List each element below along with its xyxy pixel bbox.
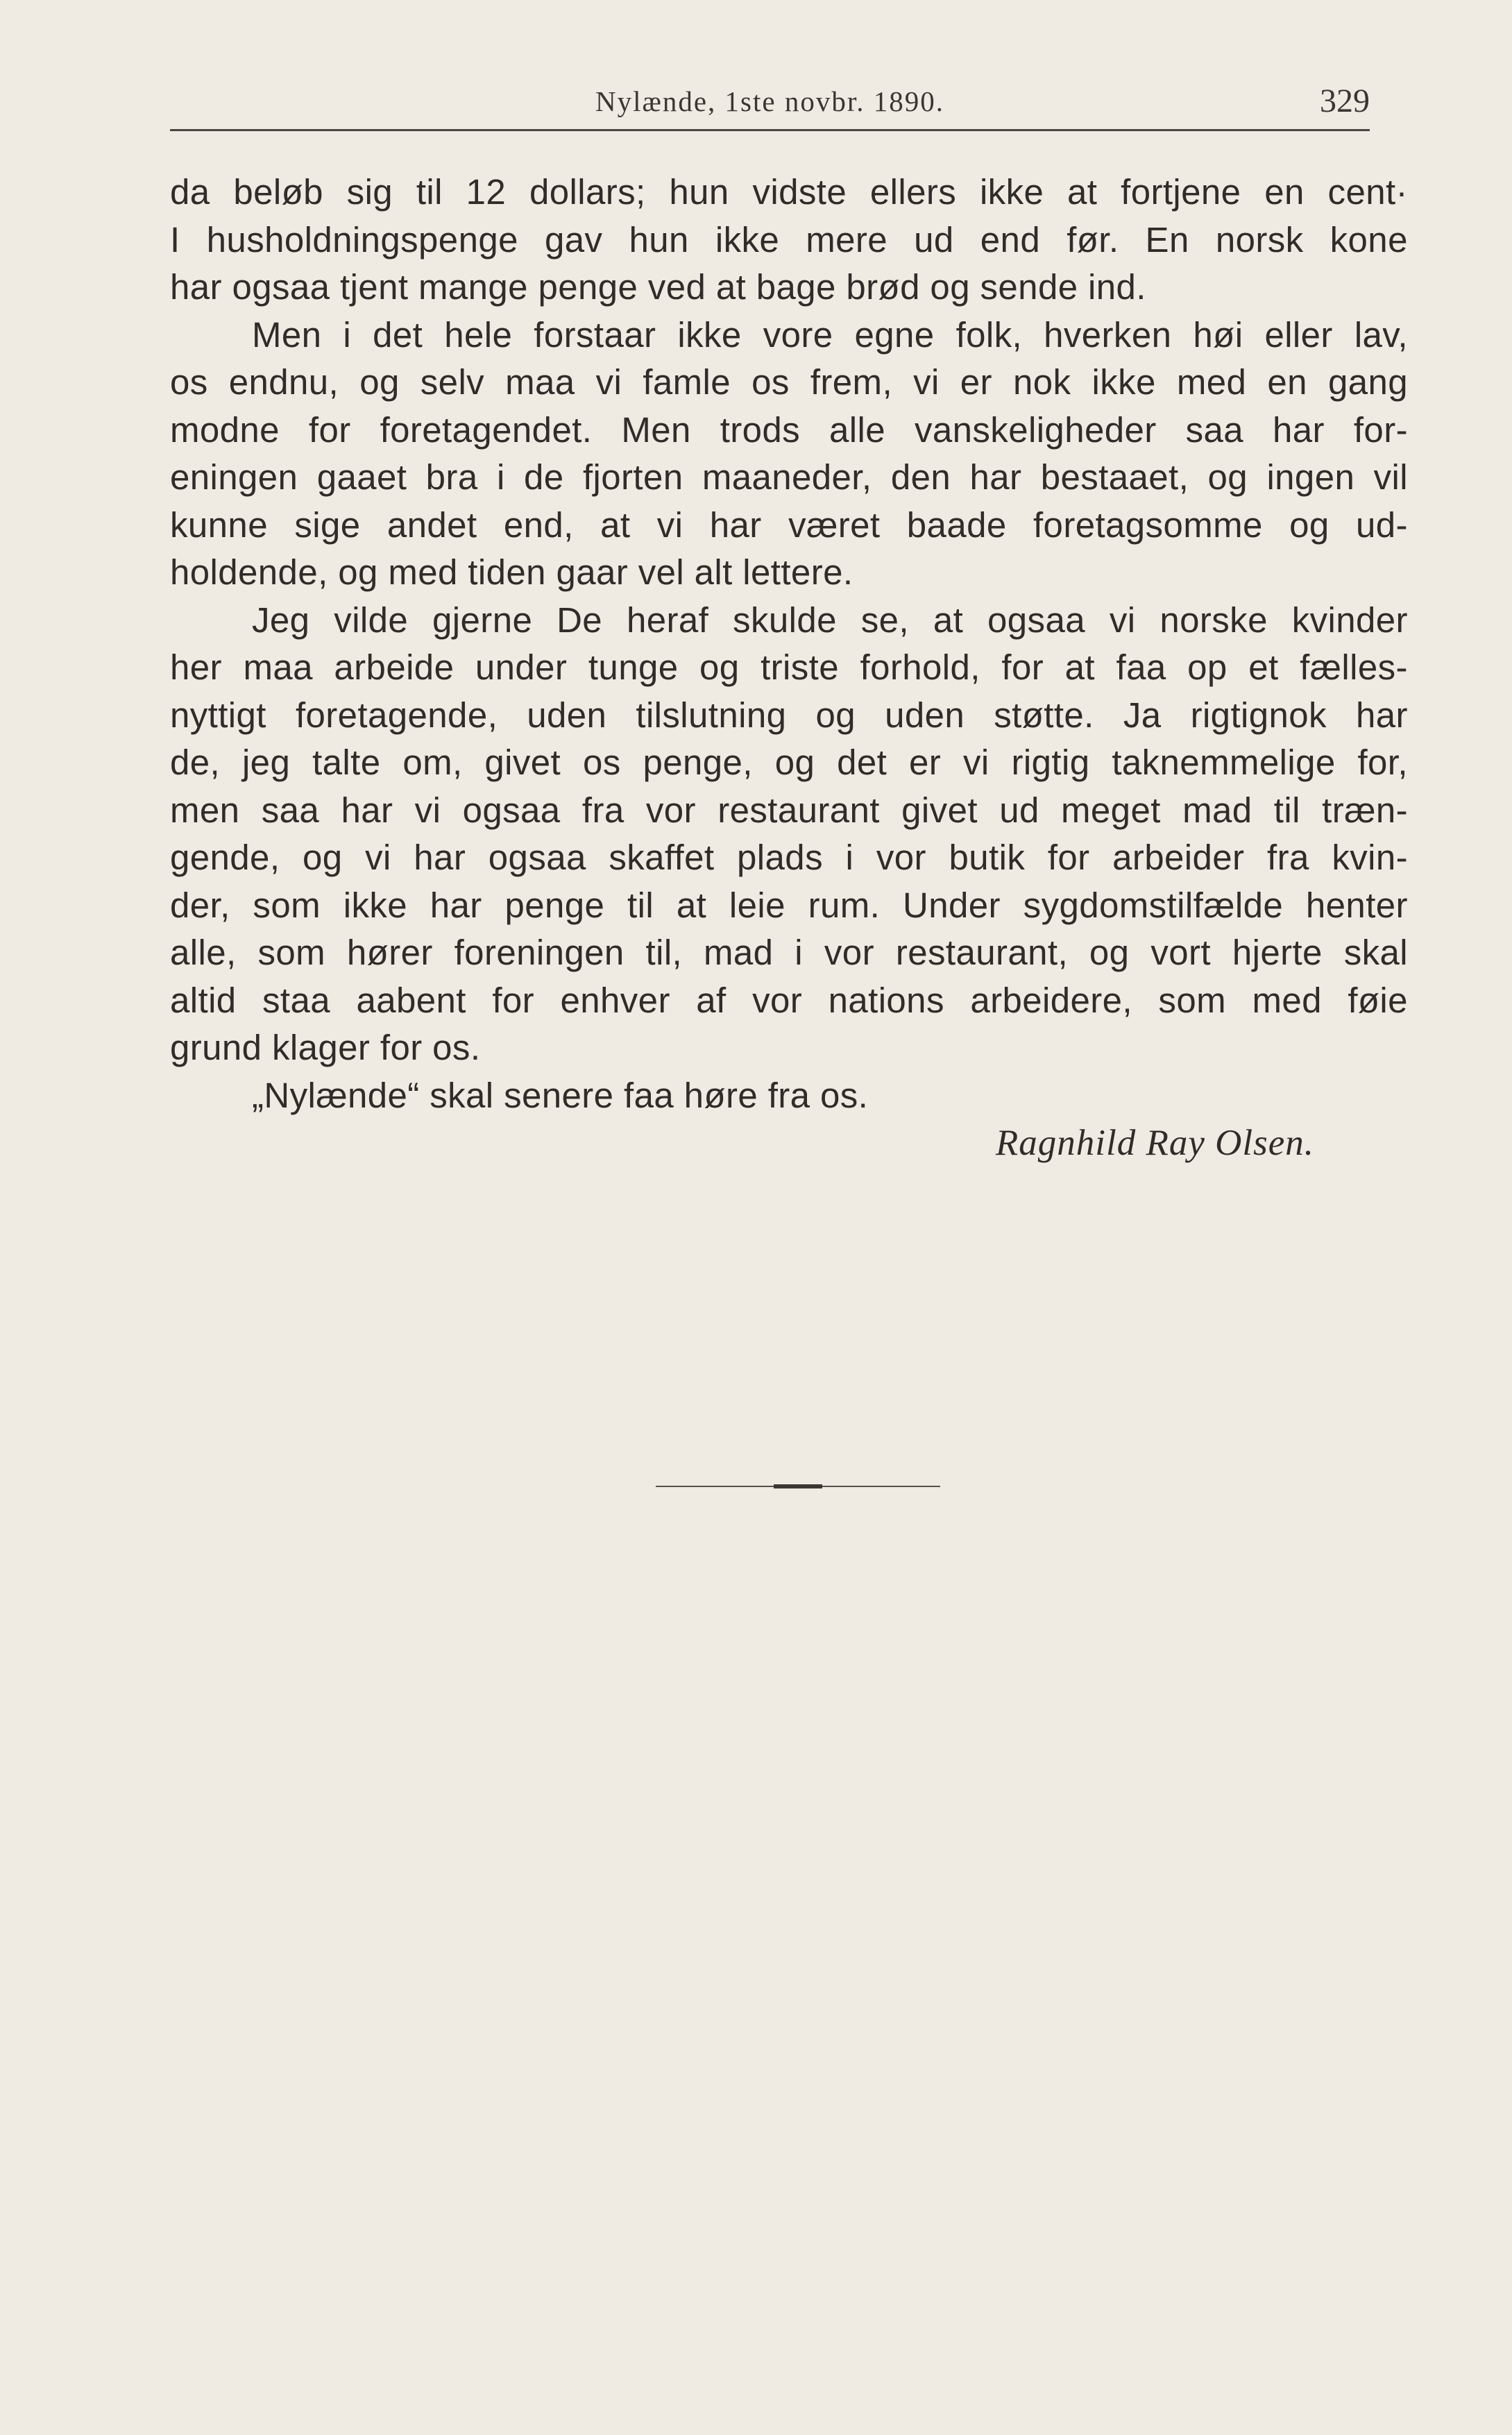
word: i [496, 457, 505, 497]
word: taknemmelige [1112, 743, 1336, 782]
word: for [1001, 647, 1044, 687]
word: tunge [588, 647, 679, 687]
word: alle [829, 409, 886, 450]
word: en [1264, 172, 1305, 212]
word: vort [1150, 933, 1211, 972]
word: trods [720, 409, 801, 450]
word: uden [885, 695, 965, 735]
word: hjerte [1232, 933, 1323, 972]
word: det [373, 314, 423, 355]
word: med [1176, 362, 1247, 402]
word: og [1289, 504, 1330, 545]
word: triste [761, 647, 839, 687]
word: arbeidere, [970, 980, 1132, 1020]
word: sige [294, 504, 361, 545]
word: beløb [233, 172, 323, 212]
article-body [170, 169, 1408, 1167]
word: ikke [1091, 362, 1156, 402]
word: føie [1348, 980, 1408, 1020]
word: ellers [869, 172, 957, 212]
text-line [170, 692, 1408, 740]
word: end [980, 219, 1041, 260]
word: endnu, [228, 362, 339, 402]
word: norsk [1215, 219, 1304, 260]
text-line [170, 739, 1408, 787]
word: saa [1185, 409, 1244, 450]
word: uden [527, 695, 607, 735]
word: saa [261, 790, 320, 830]
word: vi [365, 838, 391, 877]
word: de, [170, 743, 221, 782]
word: kvin- [1332, 838, 1408, 877]
word: op [1187, 647, 1228, 687]
text-line: holdende, og med tiden gaar vel alt lettere. [170, 552, 853, 592]
word: os [170, 362, 208, 402]
word: det [837, 743, 887, 782]
word: har [1272, 409, 1325, 450]
word: at [933, 600, 964, 640]
text-line [170, 312, 1408, 359]
word: De [557, 600, 603, 640]
word: butik [949, 838, 1026, 877]
word: vor [876, 838, 926, 877]
word: vi [414, 790, 441, 830]
word: har [709, 504, 762, 545]
section-divider-ornament [656, 1484, 940, 1489]
word: givet [484, 743, 561, 782]
word: til [627, 885, 654, 925]
word: sig [346, 172, 393, 212]
word: Ja [1123, 695, 1162, 735]
word: vor [824, 933, 874, 972]
word: er [909, 743, 942, 782]
word: ikke [343, 885, 408, 925]
word: vidste [752, 172, 847, 212]
word: bestaaet, [1040, 457, 1189, 497]
word: de [524, 457, 564, 497]
text-line: „Nylænde“ skal senere faa høre fra os. [252, 1075, 869, 1115]
word: om, [402, 743, 463, 782]
header-rule [170, 129, 1370, 131]
word: til [416, 172, 443, 212]
word: at [600, 504, 631, 545]
word: cent· [1327, 172, 1408, 212]
word: hører [346, 933, 433, 972]
word: for- [1353, 409, 1408, 450]
word: restaurant, [895, 933, 1069, 972]
word: enhver [560, 980, 670, 1020]
word: mad [704, 933, 774, 972]
word: husholdningspenge [206, 219, 518, 260]
word: ud [914, 219, 954, 260]
word: ingen [1266, 457, 1355, 497]
word: har [430, 885, 482, 925]
word: ikke [677, 314, 742, 355]
word: for [308, 409, 351, 450]
word: plads [737, 838, 823, 877]
page-header [170, 78, 1370, 133]
word: foretagende, [295, 695, 498, 735]
word: har [414, 838, 466, 877]
word: gende, [170, 838, 280, 877]
word: maa [243, 647, 313, 687]
word: med [1252, 980, 1322, 1020]
word: skaffet [609, 838, 715, 877]
word: talte [312, 743, 381, 782]
word: andet [387, 504, 477, 545]
word: at [676, 885, 707, 925]
word: hun [629, 219, 689, 260]
word: altid [170, 980, 237, 1020]
word: fælles- [1300, 647, 1408, 687]
word: som [1158, 980, 1226, 1020]
word: som [253, 885, 321, 925]
word: bra [425, 457, 478, 497]
word: forhold, [860, 647, 980, 687]
word: frem, [810, 362, 893, 402]
word: rum. [808, 885, 881, 925]
word: nations [828, 980, 944, 1020]
word: gav [544, 219, 603, 260]
word: træn- [1322, 790, 1408, 830]
word: fortjene [1121, 172, 1241, 212]
word: til [1273, 790, 1300, 830]
word: Under [903, 885, 1001, 925]
word: leie [729, 885, 785, 925]
word: folk, [955, 314, 1023, 355]
word: et [1248, 647, 1279, 687]
word: her [170, 647, 222, 687]
word: en [1267, 362, 1307, 402]
word: gjerne [432, 600, 533, 640]
word: lav, [1354, 314, 1408, 355]
word: ud- [1356, 504, 1408, 545]
page-number: 329 [1320, 83, 1370, 119]
word: støtte. [994, 695, 1094, 735]
word: famle [643, 362, 731, 402]
word: er [960, 362, 992, 402]
text-line: har ogsaa tjent mange penge ved at bage brød og sende ind. [170, 267, 1146, 307]
word: har [341, 790, 393, 830]
word: forstaar [534, 314, 656, 355]
word: ogsaa [488, 838, 586, 877]
word: penge [504, 885, 605, 925]
running-title: Nylænde, 1ste novbr. 1890. [595, 85, 944, 117]
word: som [257, 933, 325, 972]
word: kone [1330, 219, 1408, 260]
word: norske [1160, 600, 1268, 640]
word: ogsaa [987, 600, 1085, 640]
word: vi [1109, 600, 1136, 640]
word: eningen [170, 457, 298, 497]
word: restaurant [717, 790, 880, 830]
word: at [1067, 172, 1098, 212]
word: i [795, 933, 804, 972]
word: da [170, 172, 210, 212]
word: hun [669, 172, 729, 212]
word: fjorten [582, 457, 683, 497]
text-line [170, 787, 1408, 835]
word: i [343, 314, 352, 355]
text-line [170, 882, 1408, 930]
word: ikke [715, 219, 780, 260]
word: af [696, 980, 727, 1020]
word: vor [645, 790, 696, 830]
word: mere [806, 219, 888, 260]
word: skal [1343, 933, 1408, 972]
word: foretagendet. [380, 409, 593, 450]
word: for [1047, 838, 1090, 877]
word: baade [906, 504, 1007, 545]
word: skulde [733, 600, 837, 640]
text-line [170, 169, 1408, 217]
word: heraf [626, 600, 709, 640]
word: I [170, 219, 180, 260]
word: os [751, 362, 790, 402]
word: Jeg [252, 600, 310, 640]
word: meget [1061, 790, 1161, 830]
word: foretagsomme [1033, 504, 1263, 545]
word: til, [645, 933, 683, 972]
word: foreningen [454, 933, 625, 972]
word: for [492, 980, 535, 1020]
word: alle, [170, 933, 237, 972]
word: har [1356, 695, 1408, 735]
text-line [170, 834, 1408, 882]
word: har [969, 457, 1022, 497]
word: vore [763, 314, 833, 355]
word: vanskeligheder [914, 409, 1157, 450]
text-line [170, 217, 1408, 264]
word: Men [621, 409, 691, 450]
word: arbeide [334, 647, 455, 687]
word: jeg [241, 743, 291, 782]
text-line [170, 644, 1408, 692]
word: henter [1305, 885, 1408, 925]
text-line: grund klager for os. [170, 1028, 481, 1067]
word: modne [170, 409, 280, 450]
word: vi [595, 362, 622, 402]
text-line [170, 359, 1408, 407]
word: maa [505, 362, 575, 402]
text-line [170, 929, 1408, 977]
word: faa [1116, 647, 1166, 687]
word: gang [1327, 362, 1408, 402]
text-line [170, 597, 1408, 645]
word: eller [1264, 314, 1333, 355]
word: ikke [979, 172, 1044, 212]
word: høi [1193, 314, 1243, 355]
word: egne [854, 314, 935, 355]
word: vi [963, 743, 989, 782]
text-line [170, 502, 1408, 550]
word: vi [656, 504, 683, 545]
word: i [845, 838, 854, 877]
word: vi [913, 362, 940, 402]
word: gaaet [316, 457, 407, 497]
word: staa [262, 980, 331, 1020]
word: og [1207, 457, 1248, 497]
word: før. [1067, 219, 1119, 260]
author-signature: Ragnhild Ray Olsen. [995, 1123, 1314, 1163]
word: kvinder [1291, 600, 1408, 640]
word: givet [901, 790, 978, 830]
word: at [1064, 647, 1095, 687]
word: den [890, 457, 951, 497]
word: nyttigt [170, 695, 266, 735]
word: sygdomstilfælde [1023, 885, 1284, 925]
text-line [170, 454, 1408, 502]
word: Men [252, 314, 322, 355]
word: under [475, 647, 568, 687]
word: aabent [356, 980, 466, 1020]
word: vor [752, 980, 803, 1020]
word: 12 [466, 172, 507, 212]
word: hverken [1044, 314, 1172, 355]
text-line [170, 977, 1408, 1025]
word: hele [444, 314, 513, 355]
word: nok [1013, 362, 1071, 402]
word: En [1145, 219, 1189, 260]
word: fra [581, 790, 625, 830]
word: og [815, 695, 856, 735]
word: rigtig [1011, 743, 1090, 782]
word: men [170, 790, 240, 830]
word: tilslutning [636, 695, 787, 735]
word: vilde [334, 600, 409, 640]
word: der, [170, 885, 230, 925]
word: vil [1373, 457, 1408, 497]
text-line [170, 407, 1408, 455]
word: og [359, 362, 400, 402]
word: dollars; [529, 172, 646, 212]
word: os [582, 743, 621, 782]
word: mad [1182, 790, 1252, 830]
word: været [788, 504, 881, 545]
word: end, [503, 504, 574, 545]
word: kunne [170, 504, 268, 545]
word: og [302, 838, 343, 877]
word: se, [860, 600, 909, 640]
word: ud [999, 790, 1039, 830]
word: ogsaa [462, 790, 561, 830]
word: fra [1267, 838, 1309, 877]
word: penge, [643, 743, 753, 782]
word: og [699, 647, 740, 687]
word: og [1089, 933, 1130, 972]
word: for, [1357, 743, 1408, 782]
word: maaneder, [702, 457, 872, 497]
word: selv [420, 362, 485, 402]
word: arbeider [1112, 838, 1245, 877]
word: og [774, 743, 815, 782]
word: rigtignok [1190, 695, 1327, 735]
